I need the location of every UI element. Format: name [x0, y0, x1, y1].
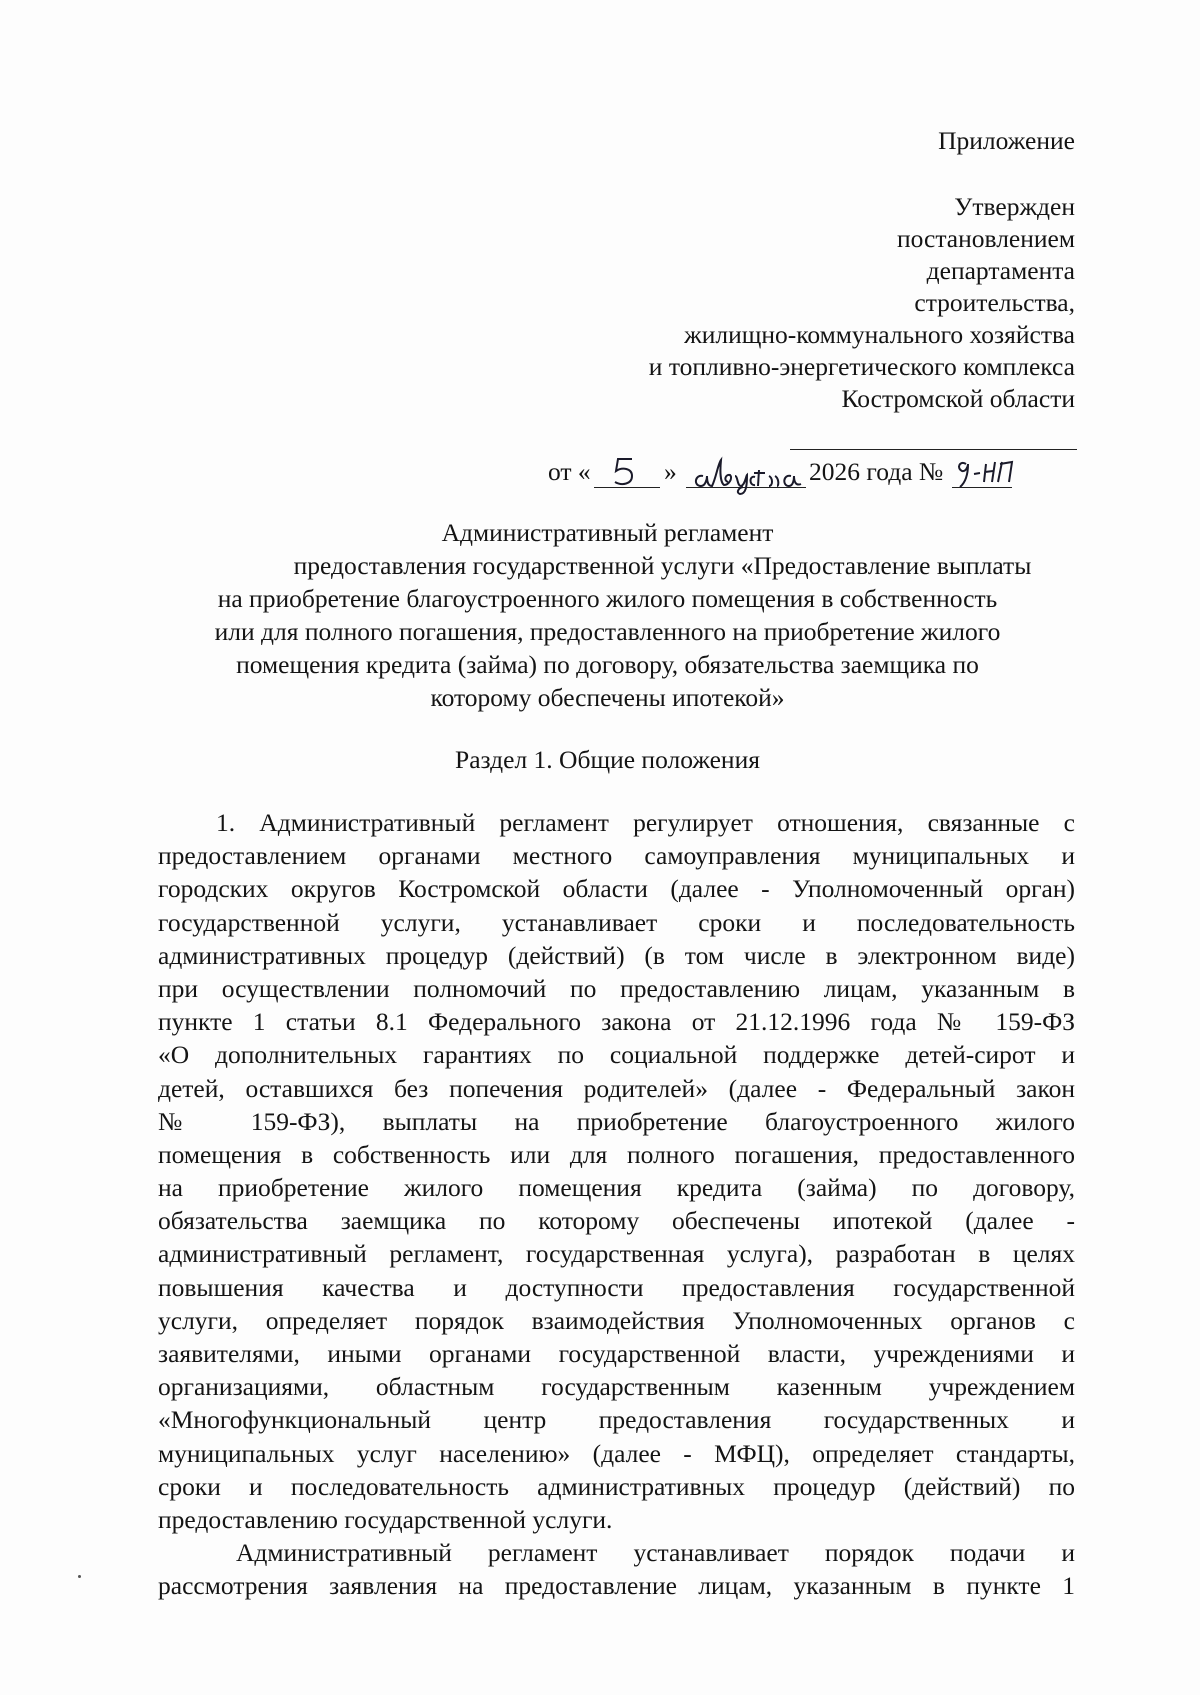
date-line	[548, 452, 1108, 492]
approval-block	[430, 125, 1075, 415]
approval-line: Костромской области	[841, 384, 1075, 413]
body-line: «О дополнительных гарантиях по социальной поддержке детей-сирот и	[158, 1040, 1075, 1070]
handwritten-number	[952, 452, 1022, 492]
approval-line: и топливно-энергетического комплекса	[648, 352, 1075, 381]
title-line: которому обеспечены ипотекой»	[430, 683, 785, 712]
section-heading: Раздел 1. Общие положения	[455, 745, 760, 774]
body-line: повышения качества и доступности предоставления государственной	[158, 1272, 1075, 1302]
body-line: заявителями, иными органами государственной власти, учреждениями и	[158, 1339, 1075, 1368]
body-line: организациями, областным государственным казенным учреждением	[158, 1372, 1075, 1402]
body-line: административный регламент, государственная услуга), разработан в целях	[158, 1239, 1075, 1269]
date-prefix: от «	[548, 457, 591, 486]
title-line: Административный регламент	[441, 518, 774, 547]
body-line: административных процедур (действий) (в том числе в электронном виде)	[158, 940, 1075, 970]
body-line: предоставлением органами местного самоуправления муниципальных и	[158, 841, 1075, 871]
title-line: или для полного погашения, предоставленного на приобретение жилого	[214, 617, 1001, 646]
body-line: рассмотрения заявления на предоставление лицам, указанным в пункте 1	[158, 1571, 1075, 1601]
body-line: услуги, определяет порядок взаимодействия Уполномоченных органов с	[158, 1305, 1075, 1335]
appendix-label: Приложение	[938, 126, 1075, 155]
body-line: детей, оставшихся без попечения родителей» (далее - Федеральный закон	[158, 1073, 1075, 1103]
body-line: предоставлению государственной услуги.	[158, 1504, 613, 1534]
body-line: Административный регламент устанавливает порядок подачи и	[236, 1538, 1075, 1568]
handwritten-month	[691, 456, 809, 496]
body-line: «Многофункциональный центр предоставления государственных и	[158, 1405, 1075, 1435]
approval-line: Утвержден	[954, 192, 1075, 221]
body-line: обязательства заемщика по которому обеспечены ипотекой (далее -	[158, 1206, 1075, 1236]
body-text	[158, 806, 1075, 1603]
title-line: помещения кредита (займа) по договору, обязательства заемщика по	[236, 650, 979, 679]
approval-line: постановлением	[896, 224, 1075, 253]
date-year: 2026 года №	[809, 457, 944, 486]
scan-speck	[78, 1575, 81, 1578]
body-line: пункте 1 статьи 8.1 Федерального закона от 21.12.1996 года № 159-ФЗ	[158, 1007, 1075, 1037]
date-quote-close: »	[664, 457, 677, 486]
approval-line: жилищно-коммунального хозяйства	[684, 320, 1075, 349]
body-line: сроки и последовательность административных процедур (действий) по	[158, 1471, 1075, 1501]
handwritten-day	[610, 454, 640, 490]
document-title	[140, 516, 1075, 714]
title-line: на приобретение благоустроенного жилого помещения в собственность	[217, 584, 998, 613]
body-line: на приобретение жилого помещения кредита (займа) по договору,	[158, 1173, 1075, 1203]
body-line: № 159-ФЗ), выплаты на приобретение благоустроенного жилого	[158, 1106, 1075, 1136]
approval-line: строительства,	[914, 288, 1075, 317]
body-line: 1. Административный регламент регулирует отношения, связанные с	[216, 808, 1075, 837]
approval-line: департамента	[926, 256, 1075, 285]
body-line: при осуществлении полномочий по предоставлению лицам, указанным в	[158, 973, 1075, 1003]
body-line: государственной услуги, устанавливает сроки и последовательность	[158, 907, 1075, 937]
body-line: муниципальных услуг населению» (далее - МФЦ), определяет стандарты,	[158, 1438, 1075, 1468]
body-line: помещения в собственность или для полного погашения, предоставленного	[158, 1139, 1075, 1169]
title-line: предоставления государственной услуги «Предоставление выплаты	[293, 551, 1032, 580]
body-line: городских округов Костромской области (далее - Уполномоченный орган)	[158, 874, 1075, 904]
signature-rule	[790, 449, 1077, 450]
